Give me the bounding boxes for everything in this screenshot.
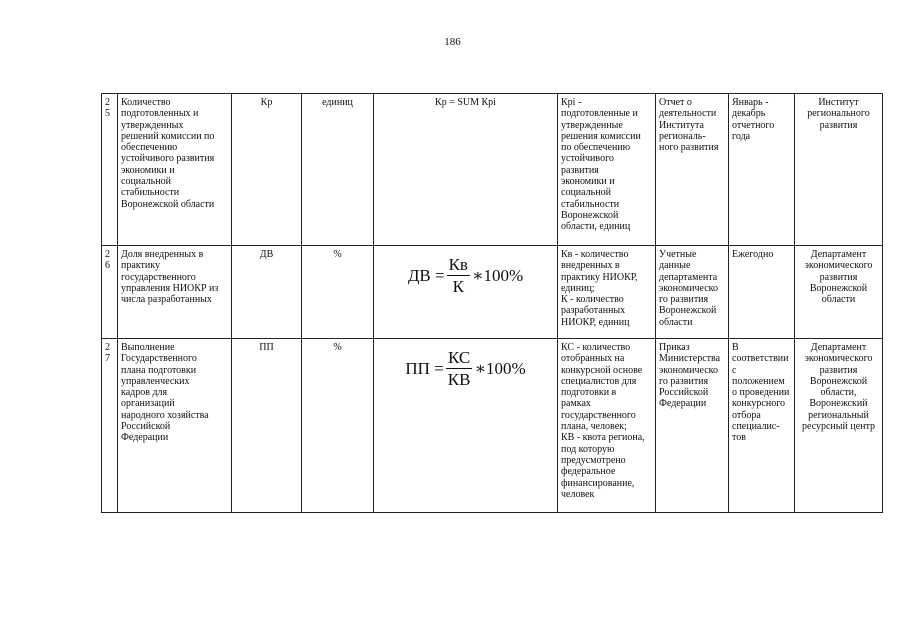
indicator-symbol-cell [232,246,302,339]
data-source-line: Воронежской [659,305,717,317]
responsible-line: экономического [804,260,873,272]
variable-description-line: подготовки в [561,387,617,399]
period-cell [729,246,795,339]
variable-description-line: экономики и [561,176,615,188]
variable-description-line: Кpi - [561,97,582,108]
variable-description-line: области, единиц [561,221,631,233]
variable-description-line: стабильности [561,198,620,210]
unit-of-measure: % [333,249,342,260]
variable-description-line: государственного [561,409,636,421]
responsible-line: регионального [807,108,870,120]
unit-of-measure: % [333,342,342,353]
variable-description-line: плана, человек; [561,421,627,433]
variable-description-line: рамках [561,398,591,410]
variable-description-line: финансирование, [561,477,635,489]
data-source-cell [656,94,729,246]
period-line: конкурсного [732,398,786,410]
responsible-cell [795,94,883,246]
data-source-line: экономическо [659,282,718,294]
indicator-name-line: Государственного [121,353,197,365]
variable-description-line: федеральное [561,466,616,478]
indicator-name-line: управленческих [121,375,190,387]
period-line: специалис- [732,421,780,433]
responsible-line: региональный [808,409,869,421]
formula-lhs: ПП = [405,359,444,378]
variable-description-line: внедренных в [561,260,620,272]
variable-description-line: социальной [561,187,611,199]
formula-denominator: КВ [447,370,471,389]
data-source-line: Российской [659,387,709,399]
variable-description-line: КВ - квота региона, [561,432,645,444]
indicator-name-cell [118,339,232,513]
variables-cell [558,246,656,339]
unit-cell [302,339,374,513]
row-number: 25 [105,97,110,120]
period-cell [729,94,795,246]
data-source-line: го развития [659,294,709,306]
row-number-cell [102,339,118,513]
indicator-name-line: Количество [121,97,171,108]
indicator-symbol: ДВ [259,249,274,260]
responsible-line: экономического [804,353,873,365]
unit-cell [302,94,374,246]
responsible-line: Воронежской [809,282,868,294]
responsible-cell [795,246,883,339]
variable-description-line: человек [561,488,595,500]
indicator-name-line: Российской [121,421,171,433]
data-source-cell [656,246,729,339]
indicator-name-line: подготовленных и [121,108,199,120]
formula-fraction [447,255,470,296]
period-line: с [732,364,737,376]
variable-description-line: предусмотрено [561,454,626,466]
indicator-name-line: экономики и [121,164,175,176]
unit-of-measure: единиц [322,97,353,108]
data-source-line: экономическо [659,364,718,376]
period-line: соответствии [732,353,789,365]
variable-description-line: КС - количество [561,342,631,353]
table-row [102,94,883,246]
indicator-name-line: плана подготовки [121,364,197,376]
variable-description-line: НИОКР, единиц [561,316,630,328]
indicator-name-line: кадров для [121,387,168,399]
indicator-name-line: утвержденных [121,119,184,131]
period-line: отчетного [732,119,775,131]
data-source-line: Института [659,119,704,131]
indicator-table [101,93,883,513]
formula-text: Кр = SUM Кpi [435,97,496,108]
data-source-line: данные [659,260,691,272]
data-source-line: Федерации [659,398,707,410]
responsible-line: области [821,294,856,306]
indicator-symbol-cell [232,94,302,246]
data-source-line: деятельности [659,108,717,120]
indicator-name-line: Воронежской области [121,198,215,210]
indicator-symbol: Кр [260,97,273,108]
variables-cell [558,94,656,246]
indicator-name-line: организаций [121,398,175,410]
data-source-line: Отчет о [659,97,692,108]
formula-cell [374,339,558,513]
variable-description-line: Кв - количество [561,249,629,260]
responsible-line: Институт [818,97,859,108]
period-line: В [732,342,739,353]
indicator-symbol-cell [232,339,302,513]
variable-description-line: развития [561,164,599,176]
period-line: Январь - [732,97,769,108]
indicator-name-line: социальной [121,176,171,188]
indicator-name-cell [118,246,232,339]
formula-numerator: Кв [448,255,468,274]
data-source-line: го развития [659,375,709,387]
table-body [102,94,883,513]
indicator-name-line: Выполнение [121,342,175,353]
variable-description-line: специалистов для [561,375,637,387]
indicator-name-line: решений комиссии по [121,130,215,142]
data-source-line: Приказ [659,342,690,353]
indicator-name-line: стабильности [121,187,180,199]
responsible-line: Воронежской [809,375,868,387]
formula-cell [374,94,558,246]
data-source-line: региональ- [659,130,706,142]
data-source-cell [656,339,729,513]
responsible-line: Департамент [810,342,867,353]
responsible-line: Воронежский [809,398,868,410]
indicator-name-line: государственного [121,271,196,283]
formula-multiplier: ∗100% [474,359,526,378]
data-source-line: области [659,316,693,328]
variable-description-line: разработанных [561,305,626,317]
period-cell [729,339,795,513]
variable-description-line: практику НИОКР, [561,271,638,283]
variable-description-line: устойчивого [561,153,614,165]
period-line: Ежегодно [732,249,774,260]
indicator-name-line: народного хозяйства [121,409,209,421]
period-line: декабрь [732,108,766,120]
period-line: отбора [732,409,761,421]
variable-description-line: отобранных на [561,353,625,365]
variable-description-line: подготовленные и [561,108,638,120]
formula-numerator: КС [447,348,471,367]
responsible-line: развития [819,119,858,131]
period-line: тов [732,432,746,444]
variable-description-line: конкурсной основе [561,364,643,376]
responsible-cell [795,339,883,513]
responsible-line: области, [820,387,857,399]
fraction-formula [377,348,554,389]
indicator-name-cell [118,94,232,246]
row-number-cell [102,94,118,246]
formula-cell [374,246,558,339]
unit-cell [302,246,374,339]
variable-description-line: утвержденные [561,119,623,131]
period-line: о проведении [732,387,790,399]
period-line: положением [732,375,785,387]
row-number: 27 [105,342,110,365]
variable-description-line: К - количество [561,294,624,306]
variable-description-line: единиц; [561,282,595,294]
responsible-line: Департамент [810,249,867,260]
data-source-line: департамента [659,271,718,283]
indicator-name-line: числа разработанных [121,294,212,306]
variable-description-line: под которую [561,443,615,455]
formula-fraction [446,348,473,389]
period-line: года [732,130,751,142]
row-number-cell [102,246,118,339]
variables-cell [558,339,656,513]
table-row [102,339,883,513]
indicator-name-line: практику [121,260,160,272]
responsible-line: ресурсный центр [802,421,875,433]
page-number: 186 [444,36,461,48]
data-source-line: ного развития [659,142,719,154]
indicator-name-line: Федерации [121,432,169,444]
formula-lhs: ДВ = [407,266,445,285]
formula-multiplier: ∗100% [471,266,524,285]
fraction-formula [377,255,554,296]
variable-description-line: решения комиссии [561,130,641,142]
indicator-name-line: обеспечению [121,142,178,154]
responsible-line: развития [819,271,858,283]
data-source-line: Учетные [659,249,697,260]
row-number: 26 [105,249,110,272]
indicator-symbol: ПП [259,342,274,353]
variable-description-line: по обеспечению [561,142,631,154]
indicator-name-line: управления НИОКР из [121,282,219,294]
formula-denominator: К [452,277,464,296]
data-source-line: Министерства [659,353,721,365]
indicator-name-line: Доля внедренных в [121,249,204,260]
indicator-name-line: устойчивого развития [121,153,215,165]
variable-description-line: Воронежской [561,209,619,221]
table-row [102,246,883,339]
responsible-line: развития [819,364,858,376]
